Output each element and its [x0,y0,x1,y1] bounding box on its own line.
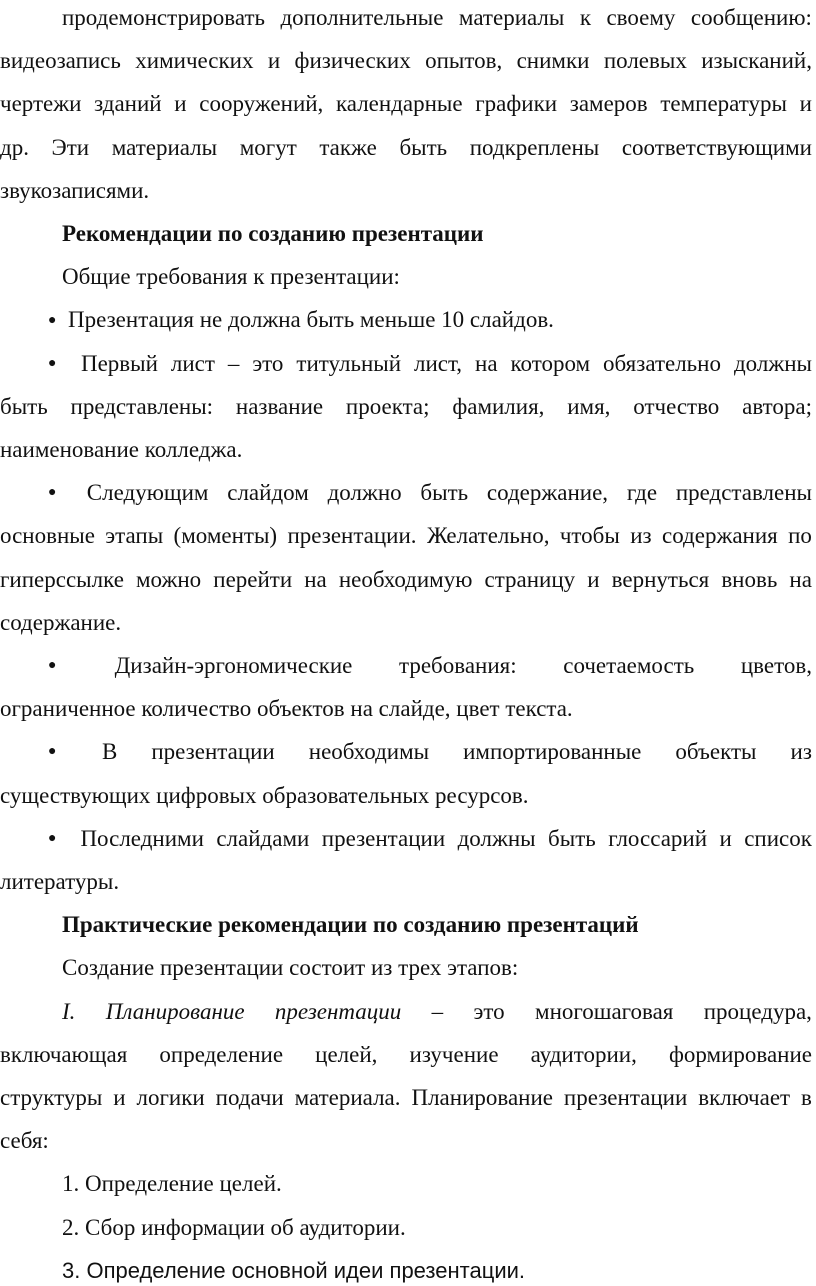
bullet-item-line [0,781,529,811]
bullet-item-line [48,478,812,508]
word: быть [399,134,448,160]
word: этапы [105,523,164,549]
word: презентации [563,1085,688,1110]
word: видеозапись [0,48,121,74]
word: представлены: [70,393,214,419]
bullet-item-line [48,349,812,379]
word: и [267,48,281,74]
word: отчество [633,393,720,419]
word: название [235,393,324,419]
word: структуры [0,1085,103,1110]
word: слайдами [216,825,310,851]
word: соответствующими [621,134,812,160]
word: из [790,739,812,765]
bullet-item-line [48,824,812,854]
word: цветов, [740,653,812,678]
bullet-item-line [48,737,812,767]
word: и [799,91,812,117]
word: необходимы [308,739,430,765]
word: перейти [213,566,293,592]
word: изысканий, [701,48,812,74]
word: содержания [661,523,778,549]
line-text: 3. Определение основной идеи презентации. [62,1257,526,1283]
bullet-icon: ● [48,485,57,501]
stage-description-line [0,1040,812,1070]
word: фамилия, [452,393,545,419]
word: к [579,5,591,30]
line-text: 2. Сбор информации об аудитории. [62,1214,406,1240]
word: целей, [315,1041,378,1067]
word: химических [135,48,254,74]
word: – [431,998,444,1024]
word: титульный [296,350,402,376]
word: аудитории, [530,1041,637,1067]
word: Эти [51,134,90,160]
step-item [62,1213,406,1243]
bullet-icon: ● [48,830,57,846]
line-text: звукозаписями. [0,177,150,203]
word: импортированные [463,739,642,765]
word: материалы [111,134,218,160]
word: гиперссылке [0,566,124,592]
word: могут [239,134,297,160]
word: быть [420,480,469,506]
word: список [744,825,812,851]
intro-line [62,3,812,33]
word: Следующим [86,480,209,506]
bullet-item-line [0,867,119,897]
word: материалы [458,5,565,30]
word: определение [159,1041,284,1067]
word: сочетаемость [563,653,695,678]
word: Последними [80,825,204,851]
word: из [630,523,652,549]
word: лист [170,350,215,376]
word: должно [327,480,402,506]
word: и [174,91,187,117]
word: также [319,134,377,160]
bullet-item-line [0,435,242,465]
word: на [789,566,812,592]
section-heading [62,219,484,249]
bullet-item-line [48,305,554,335]
word: слайдом [227,480,309,506]
line-text: содержание. [0,609,122,635]
word: материала. [294,1085,401,1110]
word: Первый [80,350,158,376]
word: по [788,523,812,549]
word: презентации [274,998,402,1024]
word: обязательно [603,350,721,376]
bullet-item-line [0,392,812,422]
word: температуры [660,91,787,117]
line-text: Практические рекомендации по созданию презентаций [62,912,639,938]
word: должны [733,350,812,376]
word: содержание, [486,480,609,506]
word: презентации [321,825,446,851]
word: и [113,1085,126,1110]
stage-description-line [0,1126,49,1156]
word: процедура, [703,998,812,1024]
word: продемонстрировать [62,5,265,30]
word: лист, [413,350,463,376]
word: Дизайн-эргономические [114,653,353,678]
intro-line [0,176,149,206]
word: вернуться [611,566,710,592]
bullet-icon: ● [48,313,57,329]
word: быть [0,393,48,419]
word: быть [548,825,596,851]
word: чтобы [559,523,620,549]
word: календарные [335,91,463,117]
word: (моменты) [173,523,278,549]
word: логики [136,1085,205,1110]
word: необходимую [338,566,473,592]
step-item [62,1256,525,1286]
word: своему [606,5,676,30]
word: дополнительные [280,5,444,30]
word: это [473,998,505,1024]
line-text: Общие требования к презентации: [62,264,400,290]
word: имя, [567,393,611,419]
word: на [304,566,327,592]
intro-line [0,46,812,76]
stage-title-line [62,997,812,1027]
word: формирование [668,1041,812,1067]
word: основные [0,523,95,549]
word: включает [698,1085,791,1110]
bullet-item-line [48,651,812,681]
bullet-icon: ● [48,658,57,673]
word: включающая [0,1041,128,1067]
line-text: наименование колледжа. [0,437,243,462]
line-text: себя: [0,1128,49,1154]
word: I. [62,998,76,1024]
word: опытов, [425,48,503,74]
section-subheading [62,262,400,292]
word: представлены [675,480,812,506]
word: презентации. [287,523,417,549]
word: зданий [94,91,162,117]
word: Планирование [411,1085,553,1110]
word: Желательно, [426,523,550,549]
bullet-icon: ● [48,744,57,760]
word: сооружений, [199,91,324,117]
bullet-item-line [0,521,812,551]
word: замеров [569,91,648,117]
word: требования: [399,653,517,678]
word: должны [457,825,536,851]
line-text: Презентация не должна быть меньше 10 слайдов. [68,307,554,333]
line-text: Рекомендации по созданию презентации [62,221,484,246]
word: физических [294,48,411,74]
word: сообщению: [690,5,812,30]
line-text: литературы. [0,869,120,894]
word: В [102,739,118,765]
word: это [252,350,284,376]
word: и [587,566,600,592]
stage-description-line [0,1083,812,1113]
word: подачи [215,1085,284,1110]
word: подкреплены [469,134,600,160]
word: на [475,350,498,376]
word: котором [510,350,591,376]
word: др. [0,134,29,160]
line-text: ограниченное количество объектов на слайде, цвет текста. [0,696,573,722]
word: и [719,825,732,851]
section-subheading [62,953,518,983]
bullet-item-line [0,565,812,595]
section-heading [62,910,639,940]
intro-line [0,89,812,119]
word: Планирование [105,998,245,1024]
word: можно [136,566,202,592]
bullet-item-line [0,694,573,724]
word: глоссарий [608,825,708,851]
word: объекты [675,739,757,765]
word: полевых [603,48,687,74]
line-text: 1. Определение целей. [62,1171,282,1197]
word: автора; [742,393,812,419]
line-text: Создание презентации состоит из трех этапов: [62,955,519,981]
word: в [801,1085,812,1110]
word: проекта; [345,393,430,419]
word: презентации [151,739,275,765]
bullet-icon: ● [48,355,57,371]
word: изучение [409,1041,499,1067]
step-item [62,1169,282,1199]
word: чертежи [0,91,82,117]
line-text: существующих цифровых образовательных ресурсов. [0,782,529,808]
word: многошаговая [535,998,674,1024]
word: снимки [516,48,590,74]
word: страницу [484,566,576,592]
word: – [227,350,240,376]
word: вновь [721,566,778,592]
word: графики [475,91,558,117]
intro-line [0,133,812,163]
word: где [626,480,658,506]
bullet-item-line [0,608,121,638]
